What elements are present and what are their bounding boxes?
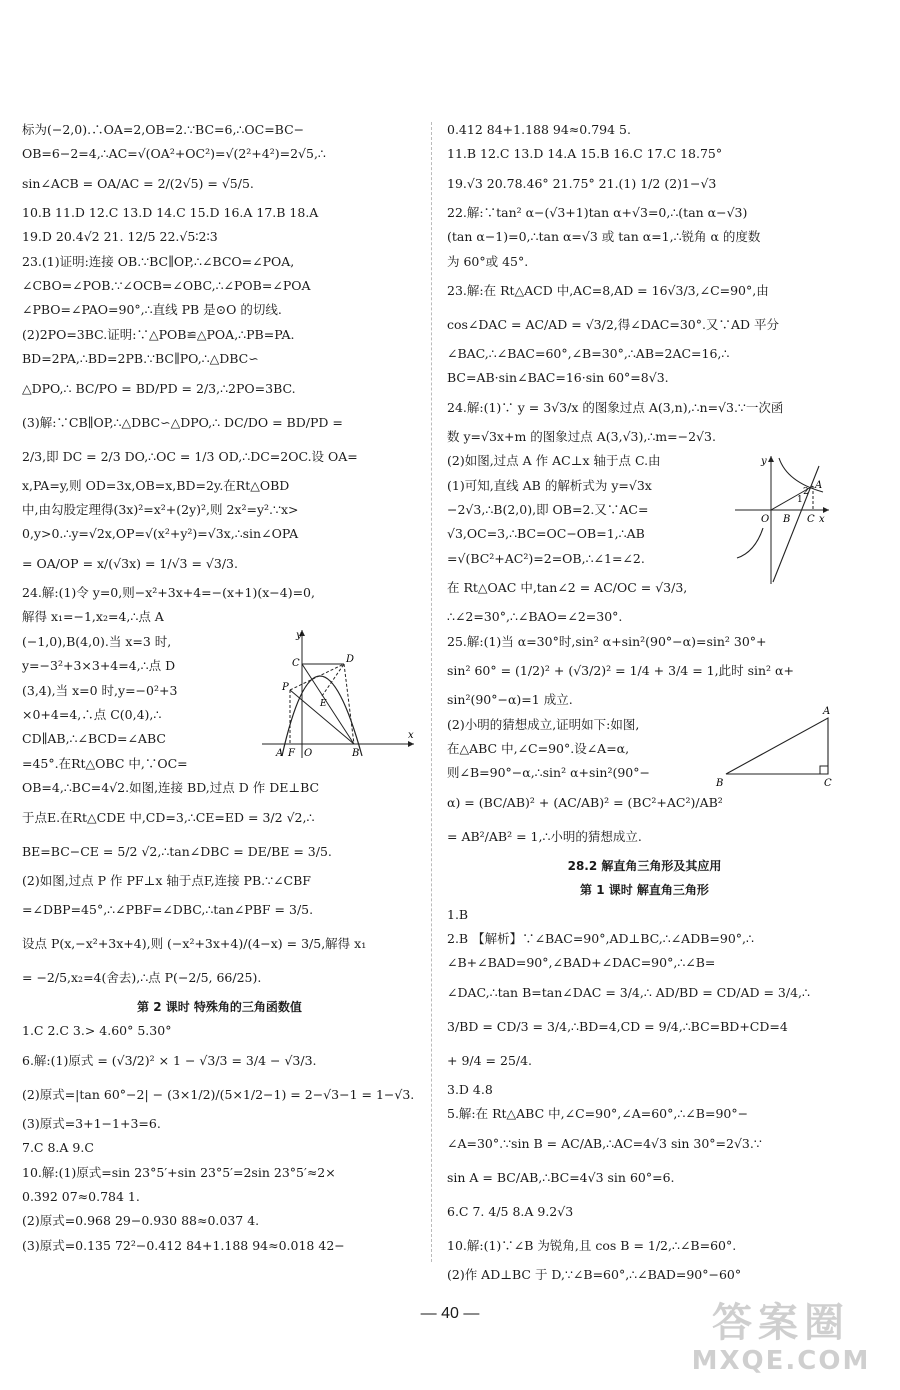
fig25-label-B: B xyxy=(716,778,724,788)
right-line: = AB²/AB² = 1,∴小明的猜想成立. xyxy=(447,828,642,844)
left-line: = OA/OP = x/(√3x) = 1/√3 = √3/3. xyxy=(22,555,238,571)
left-line: 2/3,即 DC = 2/3 DO,∴OC = 1/3 OD,∴DC=2OC.设 OA= xyxy=(22,448,358,464)
fig24r-label-y: y xyxy=(761,456,767,467)
left-line: 10.解:(1)原式=sin 23°5′+sin 23°5′=2sin 23°5′≈2× xyxy=(22,1164,336,1180)
left-line: 标为(−2,0).∴OA=2,OB=2.∵BC=6,∴OC=BC− xyxy=(22,122,305,137)
right-line: sin² 60° = (1/2)² + (√3/2)² = 1/4 + 3/4 = 1,此时 sin² α+ xyxy=(447,663,794,679)
right-line: ∠DAC,∴tan B=tan∠DAC = 3/4,∴ AD/BD = CD/AD = 3/4,∴ xyxy=(447,984,810,1000)
right-line: cos∠DAC = AC/AD = √3/2,得∠DAC=30°.又∵AD 平分 xyxy=(447,317,779,333)
left-line: BD=2PA,∴BD=2PB.∵BC∥PO,∴△DBC∽ xyxy=(22,351,259,367)
right-line: 19.√3 20.78.46° 21.75° 21.(1) 1/2 (2)1−√3 xyxy=(447,175,717,191)
right-line: 在△ABC 中,∠C=90°.设∠A=α, xyxy=(447,740,630,756)
right-line: ∠BAC,∴∠BAC=60°,∠B=30°,∴AB=2AC=16,∴ xyxy=(447,346,730,362)
left-line: (2)2PO=3BC.证明:∵△POB≌△POA,∴PB=PA. xyxy=(22,326,295,342)
right-triangle-figure xyxy=(712,704,842,788)
fig24r-label-1: 1 xyxy=(797,495,803,505)
left-line: 7.C 8.A 9.C xyxy=(22,1140,94,1156)
watermark-line1: 答案圈 xyxy=(712,1300,850,1346)
right-line: 2.B 【解析】∵∠BAC=90°,AD⊥BC,∴∠ADB=90°,∴ xyxy=(447,930,754,946)
right-line: −2√3,∴B(2,0),即 OB=2.又∵AC= xyxy=(447,502,649,518)
right-line: √3,OC=3,∴BC=OC−OB=1,∴AB xyxy=(447,526,645,542)
right-line: + 9/4 = 25/4. xyxy=(447,1052,533,1068)
fig24r-label-O: O xyxy=(761,514,770,525)
left-line: 23.(1)证明:连接 OB.∵BC∥OP,∴∠BCO=∠POA, xyxy=(22,253,295,269)
fig24r-label-B: B xyxy=(783,514,791,525)
fig24-label-F: F xyxy=(288,748,295,759)
right-line: 28.2 解直角三角形及其应用 xyxy=(567,858,722,873)
left-line: (2)原式=0.968 29−0.930 88≈0.037 4. xyxy=(22,1213,260,1229)
left-line: (2)原式=|tan 60°−2| − (3×1/2)/(5×1/2−1) = 2−√3−1 = 1−√3. xyxy=(22,1086,415,1102)
left-line: OB=6−2=4,∴AC=√(OA²+OC²)=√(2²+4²)=2√5,∴ xyxy=(22,146,326,162)
column-divider xyxy=(431,122,432,1262)
right-line: α) = (BC/AB)² + (AC/AB)² = (BC²+AC²)/AB² xyxy=(447,794,723,810)
left-line: sin∠ACB = OA/AC = 2/(2√5) = √5/5. xyxy=(22,175,254,191)
right-line: 11.B 12.C 13.D 14.A 15.B 16.C 17.C 18.75° xyxy=(447,146,723,162)
left-line: 第 2 课时 特殊角的三角函数值 xyxy=(137,999,302,1014)
right-line: (2)小明的猜想成立,证明如下:如图, xyxy=(447,716,640,732)
left-line: y=−3²+3×3+4=4,∴点 D xyxy=(22,658,176,674)
right-line: (2)如图,过点 A 作 AC⊥x 轴于点 C.由 xyxy=(447,453,661,469)
right-line: 则∠B=90°−α,∴sin² α+sin²(90°− xyxy=(447,765,650,781)
fig24-label-B: B xyxy=(352,748,360,759)
right-line: 23.解:在 Rt△ACD 中,AC=8,AD = 16√3/3,∠C=90°,由 xyxy=(447,283,769,299)
left-line: 0.392 07≈0.784 1. xyxy=(22,1188,140,1204)
right-line: 3/BD = CD/3 = 3/4,∴BD=4,CD = 9/4,∴BC=BD+CD=4 xyxy=(447,1018,788,1034)
left-line: 中,由勾股定理得(3x)²=x²+(2y)²,则 2x²=y².∵x> xyxy=(22,502,299,518)
left-line: =∠DBP=45°,∴∠PBF=∠DBC,∴tan∠PBF = 3/5. xyxy=(22,901,314,917)
fig24r-label-C: C xyxy=(807,514,815,525)
left-line: 解得 x₁=−1,x₂=4,∴点 A xyxy=(22,609,164,625)
left-line: ×0+4=4,∴点 C(0,4),∴ xyxy=(22,706,162,722)
left-line: △DPO,∴ BC/PO = BD/PD = 2/3,∴2PO=3BC. xyxy=(22,380,296,396)
fig24-label-E: E xyxy=(320,699,327,709)
left-line: 于点E.在Rt△CDE 中,CD=3,∴CE=ED = 3/2 √2,∴ xyxy=(22,809,315,825)
left-line: 0,y>0.∴y=√2x,OP=√(x²+y²)=√3x,∴sin∠OPA xyxy=(22,526,299,542)
left-line: 设点 P(x,−x²+3x+4),则 (−x²+3x+4)/(4−x) = 3/5,解得 x₁ xyxy=(22,935,367,951)
left-line: = −2/5,x₂=4(舍去),∴点 P(−2/5, 66/25). xyxy=(22,969,262,985)
right-line: 第 1 课时 解直角三角形 xyxy=(580,883,709,898)
right-line: 6.C 7. 4/5 8.A 9.2√3 xyxy=(447,1203,574,1219)
fig24-label-D: D xyxy=(346,654,355,665)
right-line: 1.B xyxy=(447,906,469,922)
fig24-label-x: x xyxy=(408,730,414,741)
right-line: sin A = BC/AB,∴BC=4√3 sin 60°=6. xyxy=(447,1169,675,1185)
right-column xyxy=(447,118,842,1287)
left-line: =45°.在Rt△OBC 中,∵OC= xyxy=(22,755,188,771)
left-line: (3)解:∵CB∥OP,∴△DBC∽△DPO,∴ DC/DO = BD/PD = xyxy=(22,414,343,430)
left-line: ∠PBO=∠PAO=90°,∴直线 PB 是⊙O 的切线. xyxy=(22,302,282,318)
left-line: 6.解:(1)原式 = (√3/2)² × 1 − √3/3 = 3/4 − √3/3. xyxy=(22,1052,317,1068)
left-line: 10.B 11.D 12.C 13.D 14.C 15.D 16.A 17.B 18.A xyxy=(22,204,319,220)
left-line: OB=4,∴BC=4√2.如图,连接 BD,过点 D 作 DE⊥BC xyxy=(22,780,320,796)
right-line: 数 y=√3x+m 的图象过点 A(3,√3),∴m=−2√3. xyxy=(447,428,716,444)
right-line: 10.解:(1)∵∠B 为锐角,且 cos B = 1/2,∴∠B=60°. xyxy=(447,1237,737,1253)
left-line: x,PA=y,则 OD=3x,OB=x,BD=2y.在Rt△OBD xyxy=(22,477,290,493)
right-line: 5.解:在 Rt△ABC 中,∠C=90°,∠A=60°,∴∠B=90°− xyxy=(447,1106,749,1122)
left-line: (3,4),当 x=0 时,y=−0²+3 xyxy=(22,682,178,698)
left-line: (−1,0),B(4,0).当 x=3 时, xyxy=(22,633,172,649)
left-line: (2)如图,过点 P 作 PF⊥x 轴于点F,连接 PB.∵∠CBF xyxy=(22,872,311,888)
left-line: BE=BC−CE = 5/2 √2,∴tan∠DBC = DE/BE = 3/5. xyxy=(22,843,332,859)
left-line: ∠CBO=∠POB.∵∠OCB=∠OBC,∴∠POB=∠POA xyxy=(22,278,311,294)
right-line: ∠A=30°.∵sin B = AC/AB,∴AC=4√3 sin 30°=2√3.∵ xyxy=(447,1135,762,1151)
fig24-label-y: y xyxy=(296,630,302,641)
right-line: (2)作 AD⊥BC 于 D,∵∠B=60°,∴∠BAD=90°−60° xyxy=(447,1266,742,1282)
hyperbola-figure xyxy=(733,452,833,588)
right-line: 在 Rt△OAC 中,tan∠2 = AC/OC = √3/3, xyxy=(447,580,688,596)
page-number: — 40 — xyxy=(420,1305,480,1322)
left-line: 19.D 20.4√2 21. 12/5 22.√5∶2∶3 xyxy=(22,229,218,245)
right-line: (tan α−1)=0,∴tan α=√3 或 tan α=1,∴锐角 α 的度数 xyxy=(447,229,761,245)
right-line: (1)可知,直线 AB 的解析式为 y=√3x xyxy=(447,477,652,493)
right-line: 3.D 4.8 xyxy=(447,1081,493,1097)
right-line: BC=AB·sin∠BAC=16·sin 60°=8√3. xyxy=(447,370,669,386)
fig24r-label-2: 2 xyxy=(803,487,809,497)
fig24-label-A: A xyxy=(276,748,284,759)
fig24-label-P: P xyxy=(282,682,289,693)
right-line: 0.412 84+1.188 94≈0.794 5. xyxy=(447,122,631,137)
fig24r-label-x: x xyxy=(819,514,825,525)
right-line: 为 60°或 45°. xyxy=(447,253,529,269)
right-line: 24.解:(1)∵ y = 3√3/x 的图象过点 A(3,n),∴n=√3.∵一次函 xyxy=(447,399,784,415)
left-line: CD∥AB,∴∠BCD=∠ABC xyxy=(22,731,166,747)
watermark-logo xyxy=(676,1300,886,1382)
left-line: 24.解:(1)令 y=0,则−x²+3x+4=−(x+1)(x−4)=0, xyxy=(22,584,315,600)
fig24-label-C: C xyxy=(292,658,300,669)
right-line: ∴∠2=30°,∴∠BAO=∠2=30°. xyxy=(447,609,623,625)
left-line: (3)原式=0.135 72²−0.412 84+1.188 94≈0.018 42− xyxy=(22,1237,345,1253)
right-line: 22.解:∵tan² α−(√3+1)tan α+√3=0,∴(tan α−√3) xyxy=(447,204,748,220)
fig24-label-O: O xyxy=(304,748,313,759)
left-line: 1.C 2.C 3.> 4.60° 5.30° xyxy=(22,1023,172,1039)
right-line: sin²(90°−α)=1 成立. xyxy=(447,692,573,708)
fig25-label-C: C xyxy=(824,778,832,788)
watermark-line2: MXQE.COM xyxy=(691,1346,871,1376)
parabola-figure xyxy=(258,626,418,762)
right-line: ∠B+∠BAD=90°,∠BAD+∠DAC=90°,∴∠B= xyxy=(447,955,716,971)
fig24r-label-A: A xyxy=(815,480,823,491)
right-line: 25.解:(1)当 α=30°时,sin² α+sin²(90°−α)=sin² 30°+ xyxy=(447,633,767,649)
right-line: =√(BC²+AC²)=2=OB,∴∠1=∠2. xyxy=(447,550,645,566)
fig25-label-A: A xyxy=(823,706,831,717)
left-line: (3)原式=3+1−1+3=6. xyxy=(22,1115,161,1131)
